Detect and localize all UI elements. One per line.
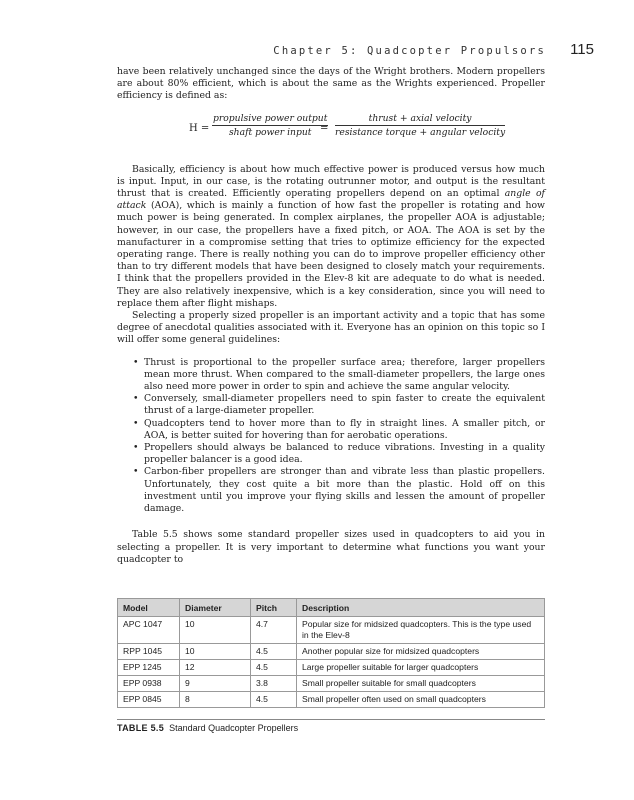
chapter-title: Chapter 5: Quadcopter Propulsors [273,45,546,57]
guidelines-list [117,357,545,516]
table-row [118,676,545,692]
equals-sign: = [320,122,329,134]
equation-lhs: H = [189,122,210,134]
cell-diameter: 10 [180,617,251,644]
cell-model: APC 1047 [118,617,180,644]
cell-description: Popular size for midsized quadcopters. This is the type used in the Elev-8 [297,617,545,644]
table-row [118,617,545,644]
cell-model: EPP 0938 [118,676,180,692]
paragraph: Table 5.5 shows some standard propeller sizes used in quadcopters to aid you in selecting a propeller. It is very important to determine what functions you want your quadcopter to [117,529,545,565]
cell-model: EPP 1245 [118,660,180,676]
list-item: • Quadcopters tend to hover more than to fly in straight lines. A smaller pitch, or AOA, is better suited for hovering than for aerobatic operations. [133,417,545,441]
caption-label: TABLE 5.5 [117,723,165,733]
cell-diameter: 9 [180,676,251,692]
emphasis-term: angle of attack [117,188,545,212]
table-caption [117,723,298,733]
fraction-numerator: thrust + axial velocity [335,113,505,126]
column-header: Pitch [251,599,297,617]
caption-text: Standard Quadcopter Propellers [169,723,299,733]
cell-pitch: 4.7 [251,617,297,644]
fraction-denominator: resistance torque + angular velocity [335,126,506,138]
table-row [118,660,545,676]
column-header: Model [118,599,180,617]
cell-description: Small propeller often used on small quadcopters [297,692,545,708]
page-number: 115 [570,41,594,58]
cell-diameter: 12 [180,660,251,676]
cell-pitch: 4.5 [251,660,297,676]
cell-model: RPP 1045 [118,644,180,660]
paragraph: Selecting a properly sized propeller is an important activity and a topic that has some degree of anecdotal qualities associated with it. Everyone has an opinion on this topic so I will offer some general guidelines: [117,310,545,346]
cell-pitch: 4.5 [251,644,297,660]
cell-pitch: 3.8 [251,676,297,692]
fraction-numerator: propulsive power output [213,112,328,124]
cell-pitch: 4.5 [251,692,297,708]
list-item: • Propellers should always be balanced to reduce vibrations. Investing in a quality propeller balancer is a good idea. [133,442,545,466]
efficiency-equation [117,111,545,151]
column-header: Diameter [180,599,251,617]
list-item: • Carbon-fiber propellers are stronger than and vibrate less than plastic propellers. Unfortunately, they cost quite a bit more than the plastic. Hold off on this investment until you improve your flying skills and lessen the amount of propeller damage. [133,466,545,515]
caption-rule [117,719,545,720]
list-item: • Thrust is proportional to the propeller surface area; therefore, larger propellers mean more thrust. When compared to the small-diameter propellers, the large ones also need more power in order to spin and achieve the same angular velocity. [133,356,545,393]
paragraph: have been relatively unchanged since the days of the Wright brothers. Modern propellers are about 80% efficient, which is about the same as the Wrights experienced. Propeller efficiency is defined as: [117,66,545,102]
fraction-denominator: shaft power input [228,126,312,138]
running-header [0,41,634,61]
table-row [118,644,545,660]
table-header-row [118,599,545,617]
list-item: • Conversely, small-diameter propellers need to spin faster to create the equivalent thrust of a large-diameter propeller. [133,393,545,417]
paragraph: Basically, efficiency is about how much effective power is produced versus how much is input. Input, in our case, is the rotating outrunner motor, and output is the resultant thrust that is created. Efficiently operating propellers depend on an optimal angle of attack (AOA), which is mainly a function of how fast the propeller is rotating and how much power is being generated. In complex airplanes, the propeller AOA is adjustable; however, in our case, the propellers have a fixed pitch, or AOA. The AOA is set by the manufacturer in a compromise setting that tries to optimize efficiency for the expected operating range. There is really nothing you can do to improve propeller efficiency other than to try different models that have been designed to closely match your requirements. I think that the propellers provided in the Elev-8 kit are adequate to do what is needed. They are also relatively inexpensive, which is a key consideration, since you will need to replace them after flight mishaps. [117,163,545,309]
cell-description: Large propeller suitable for larger quadcopters [297,660,545,676]
table-row [118,692,545,708]
propeller-table [117,598,545,708]
cell-description: Another popular size for midsized quadcopters [297,644,545,660]
cell-diameter: 8 [180,692,251,708]
column-header: Description [297,599,545,617]
cell-diameter: 10 [180,644,251,660]
cell-model: EPP 0845 [118,692,180,708]
fraction-power [212,113,328,139]
fraction-thrust [335,113,505,139]
cell-description: Small propeller suitable for small quadcopters [297,676,545,692]
body-text [117,66,545,566]
